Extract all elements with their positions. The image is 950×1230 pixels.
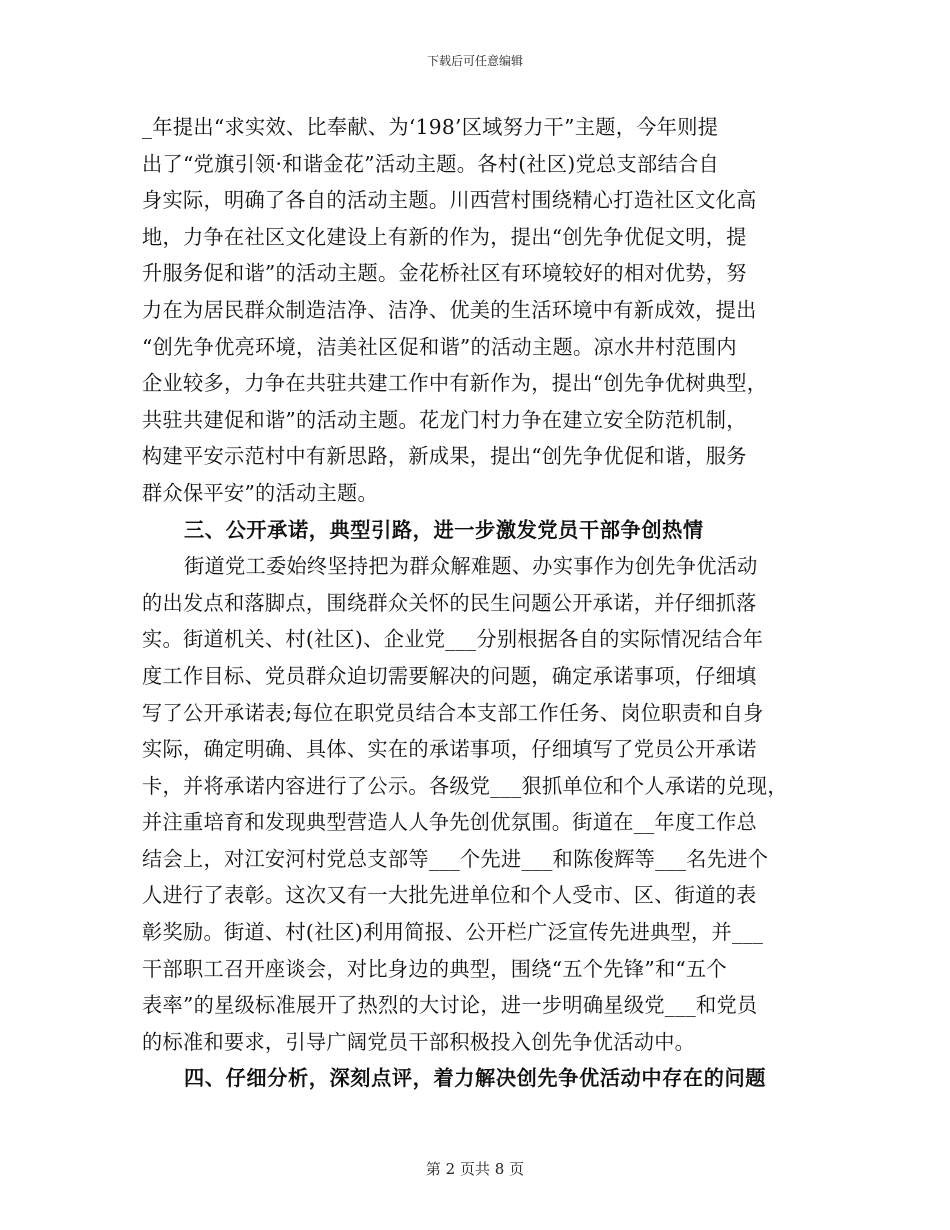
paragraph-line: 干部职工召开座谈会，对比身边的典型，围绕“五个先锋”和“五个	[142, 956, 728, 981]
paragraph-line: 出了“党旗引领·和谐金花”活动主题。各村(社区)党总支部结合自	[142, 151, 719, 176]
paragraph-line: 升服务促和谐”的活动主题。金花桥社区有环境较好的相对优势，努	[142, 261, 747, 286]
paragraph-line: _年提出“求实效、比奉献、为‘198’区域努力干”主题，今年则提	[142, 115, 719, 139]
paragraph-line: “创先争优亮环境，洁美社区促和谐”的活动主题。凉水井村范围内	[142, 334, 737, 359]
paragraph-line: 身实际，明确了各自的活动主题。川西营村围绕精心打造社区文化高	[142, 188, 757, 213]
paragraph-line: 力在为居民群众制造洁净、洁净、优美的生活环境中有新成效，提出	[142, 297, 757, 322]
paragraph-line: 结会上，对江安河村党总支部等___个先进___和陈俊辉等___名先进个	[142, 846, 769, 871]
document-body	[142, 109, 822, 1097]
page-number: 第 2 页共 8 页	[425, 1160, 525, 1178]
section-heading: 三、公开承诺，典型引路，进一步激发党员干部争创热情	[184, 517, 704, 542]
paragraph-line: 共驻共建促和谐”的活动主题。花龙门村力争在建立安全防范机制，	[142, 407, 747, 432]
paragraph-line: 的标准和要求，引导广阔党员干部积极投入创先争优活动中。	[142, 1029, 696, 1054]
section-heading: 四、仔细分析，深刻点评，着力解决创先争优活动中存在的问题	[184, 1066, 767, 1091]
page-header: 下载后可任意编辑	[426, 54, 523, 68]
paragraph-line: 彰奖励。街道、村(社区)利用简报、公开栏广泛宣传先进典型，并___	[142, 920, 764, 945]
paragraph-line: 地，力争在社区文化建设上有新的作为，提出“创先争优促文明，提	[142, 224, 747, 249]
paragraph-line: 构建平安示范村中有新思路，新成果，提出“创先争优促和谐，服务	[142, 444, 747, 469]
paragraph-line: 群众保平安”的活动主题。	[142, 480, 378, 505]
paragraph-line: 表率”的星级标准展开了热烈的大讨论，进一步明确星级党___和党员	[142, 993, 758, 1018]
paragraph-line: 并注重培育和发现典型营造人人争先创优氛围。街道在__年度工作总	[142, 810, 757, 835]
paragraph-line: 的出发点和落脚点，围绕群众关怀的民生问题公开承诺，并仔细抓落	[142, 590, 757, 615]
paragraph-line: 街道党工委始终坚持把为群众解难题、办实事作为创先争优活动	[184, 554, 758, 579]
paragraph-line: 人进行了表彰。这次又有一大批先进单位和个人受市、区、街道的表	[142, 883, 757, 908]
paragraph-line: 实。街道机关、村(社区)、企业党___分别根据各自的实际情况结合年	[142, 627, 764, 652]
paragraph-line: 企业较多，力争在共驻共建工作中有新作为，提出“创先争优树典型，	[142, 371, 768, 396]
paragraph-line: 实际，确定明确、具体、实在的承诺事项，仔细填写了党员公开承诺	[142, 737, 757, 762]
paragraph-line: 卡，并将承诺内容进行了公示。各级党___狠抓单位和个人承诺的兑现，	[142, 773, 788, 798]
paragraph-line: 度工作目标、党员群众迫切需要解决的问题，确定承诺事项，仔细填	[142, 663, 757, 688]
paragraph-line: 写了公开承诺表;每位在职党员结合本支部工作任务、岗位职责和自身	[142, 700, 764, 725]
